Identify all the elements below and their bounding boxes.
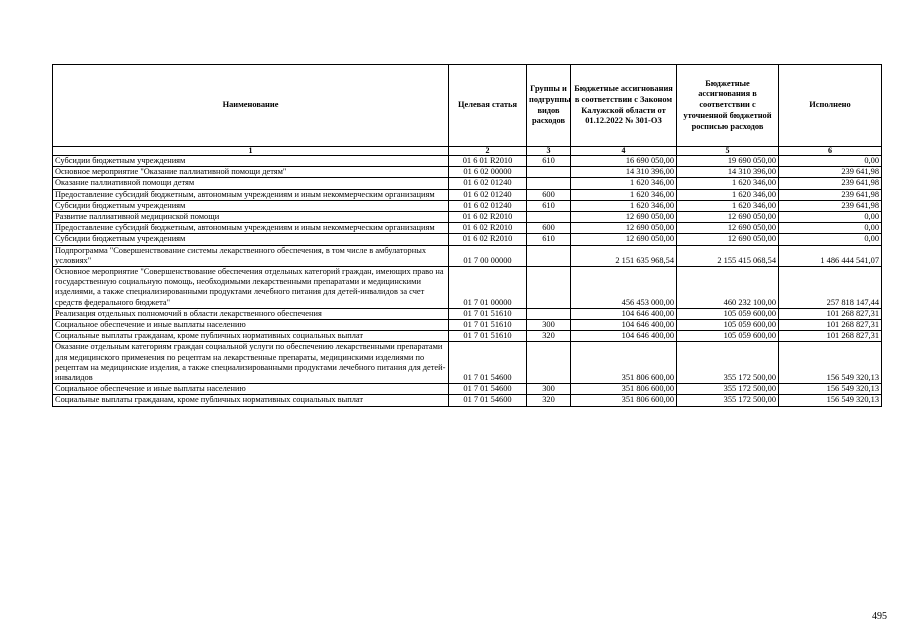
table-row bbox=[53, 331, 882, 342]
row-refined-amount: 1 620 346,00 bbox=[677, 200, 779, 211]
row-group: 610 bbox=[527, 156, 571, 167]
row-executed-amount: 239 641,98 bbox=[779, 167, 882, 178]
column-number: 4 bbox=[571, 147, 677, 156]
row-name: Реализация отдельных полномочий в области лекарственного обеспечения bbox=[53, 308, 449, 319]
header-name: Наименование bbox=[53, 65, 449, 147]
header-refined-allocations: Бюджетные ассигнования в соответствии с уточненной бюджетной росписью расходов bbox=[677, 65, 779, 147]
row-law-amount: 12 690 050,00 bbox=[571, 223, 677, 234]
row-group bbox=[527, 245, 571, 266]
row-law-amount: 1 620 346,00 bbox=[571, 178, 677, 189]
row-code: 01 7 01 51610 bbox=[449, 320, 527, 331]
row-code: 01 6 02 01240 bbox=[449, 178, 527, 189]
row-refined-amount: 105 059 600,00 bbox=[677, 320, 779, 331]
row-executed-amount: 239 641,98 bbox=[779, 178, 882, 189]
row-code: 01 6 02 01240 bbox=[449, 200, 527, 211]
row-code: 01 6 02 R2010 bbox=[449, 223, 527, 234]
row-law-amount: 2 151 635 968,54 bbox=[571, 245, 677, 266]
row-group bbox=[527, 212, 571, 223]
row-law-amount: 16 690 050,00 bbox=[571, 156, 677, 167]
row-executed-amount: 156 549 320,13 bbox=[779, 342, 882, 384]
row-refined-amount: 1 620 346,00 bbox=[677, 178, 779, 189]
row-law-amount: 104 646 400,00 bbox=[571, 331, 677, 342]
row-name: Подпрограмма "Совершенствование системы лекарственного обеспечения, в том числе в амбулаторных условиях" bbox=[53, 245, 449, 266]
row-code: 01 7 01 54600 bbox=[449, 342, 527, 384]
header-law-allocations: Бюджетные ассигнования в соответствии с Законом Калужской области от 01.12.2022 № 301-ОЗ bbox=[571, 65, 677, 147]
row-law-amount: 1 620 346,00 bbox=[571, 200, 677, 211]
table-row bbox=[53, 395, 882, 406]
row-code: 01 6 02 01240 bbox=[449, 189, 527, 200]
row-refined-amount: 12 690 050,00 bbox=[677, 223, 779, 234]
table-row bbox=[53, 212, 882, 223]
row-code: 01 7 00 00000 bbox=[449, 245, 527, 266]
row-code: 01 6 02 R2010 bbox=[449, 234, 527, 245]
row-law-amount: 1 620 346,00 bbox=[571, 189, 677, 200]
row-code: 01 7 01 00000 bbox=[449, 267, 527, 309]
table-row bbox=[53, 156, 882, 167]
header-target-article: Целевая статья bbox=[449, 65, 527, 147]
row-refined-amount: 14 310 396,00 bbox=[677, 167, 779, 178]
row-group: 610 bbox=[527, 200, 571, 211]
column-number: 5 bbox=[677, 147, 779, 156]
row-code: 01 7 01 54600 bbox=[449, 384, 527, 395]
column-number: 6 bbox=[779, 147, 882, 156]
table-row bbox=[53, 342, 882, 384]
page-number: 495 bbox=[872, 611, 887, 622]
row-group: 610 bbox=[527, 234, 571, 245]
row-group: 300 bbox=[527, 384, 571, 395]
row-law-amount: 104 646 400,00 bbox=[571, 320, 677, 331]
row-name: Развитие паллиативной медицинской помощи bbox=[53, 212, 449, 223]
row-executed-amount: 239 641,98 bbox=[779, 200, 882, 211]
row-executed-amount: 156 549 320,13 bbox=[779, 384, 882, 395]
row-law-amount: 104 646 400,00 bbox=[571, 308, 677, 319]
row-executed-amount: 101 268 827,31 bbox=[779, 331, 882, 342]
row-executed-amount: 101 268 827,31 bbox=[779, 320, 882, 331]
row-executed-amount: 156 549 320,13 bbox=[779, 395, 882, 406]
row-executed-amount: 0,00 bbox=[779, 234, 882, 245]
row-law-amount: 351 806 600,00 bbox=[571, 395, 677, 406]
row-law-amount: 456 453 000,00 bbox=[571, 267, 677, 309]
row-group bbox=[527, 167, 571, 178]
row-name: Оказание отдельным категориям граждан социальной услуги по обеспечению лекарственными препаратами для медицинского применения по рецептам на лекарственные препараты, медицинскими изделиями по рецептам на медицинские изделия, а также специализированными продуктами лечебного питания для детей-инвалидов bbox=[53, 342, 449, 384]
table-row bbox=[53, 167, 882, 178]
row-law-amount: 351 806 600,00 bbox=[571, 384, 677, 395]
row-name: Субсидии бюджетным учреждениям bbox=[53, 156, 449, 167]
row-name: Социальные выплаты гражданам, кроме публичных нормативных социальных выплат bbox=[53, 395, 449, 406]
table-row bbox=[53, 223, 882, 234]
row-name: Основное мероприятие "Совершенствование обеспечения отдельных категорий граждан, имеющих право на государственную социальную помощь, необходимыми лекарственными препаратами и медицинскими изделиями, а также специализированными продуктами лечебного питания для детей-инвалидов за счет средств федерального бюджета" bbox=[53, 267, 449, 309]
row-group bbox=[527, 267, 571, 309]
row-name: Субсидии бюджетным учреждениям bbox=[53, 200, 449, 211]
row-group: 320 bbox=[527, 331, 571, 342]
table-row bbox=[53, 320, 882, 331]
table-row bbox=[53, 384, 882, 395]
row-name: Социальные выплаты гражданам, кроме публичных нормативных социальных выплат bbox=[53, 331, 449, 342]
table-row bbox=[53, 234, 882, 245]
row-group: 600 bbox=[527, 223, 571, 234]
row-law-amount: 14 310 396,00 bbox=[571, 167, 677, 178]
row-group: 600 bbox=[527, 189, 571, 200]
row-code: 01 7 01 51610 bbox=[449, 331, 527, 342]
row-group: 300 bbox=[527, 320, 571, 331]
row-refined-amount: 19 690 050,00 bbox=[677, 156, 779, 167]
table-row bbox=[53, 245, 882, 266]
row-refined-amount: 355 172 500,00 bbox=[677, 384, 779, 395]
table-row bbox=[53, 200, 882, 211]
row-executed-amount: 257 818 147,44 bbox=[779, 267, 882, 309]
table-row bbox=[53, 308, 882, 319]
row-code: 01 7 01 54600 bbox=[449, 395, 527, 406]
table-row bbox=[53, 189, 882, 200]
row-refined-amount: 2 155 415 068,54 bbox=[677, 245, 779, 266]
row-refined-amount: 12 690 050,00 bbox=[677, 234, 779, 245]
row-refined-amount: 105 059 600,00 bbox=[677, 331, 779, 342]
header-executed: Исполнено bbox=[779, 65, 882, 147]
row-executed-amount: 0,00 bbox=[779, 156, 882, 167]
row-name: Предоставление субсидий бюджетным, автономным учреждениям и иным некоммерческим организациям bbox=[53, 223, 449, 234]
row-name: Социальное обеспечение и иные выплаты населению bbox=[53, 384, 449, 395]
row-executed-amount: 0,00 bbox=[779, 212, 882, 223]
row-name: Социальное обеспечение и иные выплаты населению bbox=[53, 320, 449, 331]
row-code: 01 7 01 51610 bbox=[449, 308, 527, 319]
row-group bbox=[527, 178, 571, 189]
row-code: 01 6 01 R2010 bbox=[449, 156, 527, 167]
row-refined-amount: 460 232 100,00 bbox=[677, 267, 779, 309]
row-law-amount: 12 690 050,00 bbox=[571, 212, 677, 223]
row-name: Предоставление субсидий бюджетным, автономным учреждениям и иным некоммерческим организациям bbox=[53, 189, 449, 200]
table-row bbox=[53, 178, 882, 189]
header-row bbox=[53, 65, 882, 147]
row-executed-amount: 1 486 444 541,07 bbox=[779, 245, 882, 266]
row-group bbox=[527, 342, 571, 384]
row-law-amount: 351 806 600,00 bbox=[571, 342, 677, 384]
row-group bbox=[527, 308, 571, 319]
column-number: 1 bbox=[53, 147, 449, 156]
row-name: Субсидии бюджетным учреждениям bbox=[53, 234, 449, 245]
column-number: 2 bbox=[449, 147, 527, 156]
row-name: Основное мероприятие "Оказание паллиативной помощи детям" bbox=[53, 167, 449, 178]
budget-table bbox=[52, 64, 882, 407]
row-executed-amount: 0,00 bbox=[779, 223, 882, 234]
row-refined-amount: 105 059 600,00 bbox=[677, 308, 779, 319]
row-code: 01 6 02 00000 bbox=[449, 167, 527, 178]
row-name: Оказание паллиативной помощи детям bbox=[53, 178, 449, 189]
row-law-amount: 12 690 050,00 bbox=[571, 234, 677, 245]
header-expense-group: Группы и подгруппы видов расходов bbox=[527, 65, 571, 147]
row-group: 320 bbox=[527, 395, 571, 406]
table-row bbox=[53, 267, 882, 309]
column-number: 3 bbox=[527, 147, 571, 156]
row-refined-amount: 1 620 346,00 bbox=[677, 189, 779, 200]
row-refined-amount: 355 172 500,00 bbox=[677, 342, 779, 384]
row-executed-amount: 239 641,98 bbox=[779, 189, 882, 200]
row-code: 01 6 02 R2010 bbox=[449, 212, 527, 223]
row-refined-amount: 12 690 050,00 bbox=[677, 212, 779, 223]
row-refined-amount: 355 172 500,00 bbox=[677, 395, 779, 406]
column-number-row bbox=[53, 147, 882, 156]
row-executed-amount: 101 268 827,31 bbox=[779, 308, 882, 319]
